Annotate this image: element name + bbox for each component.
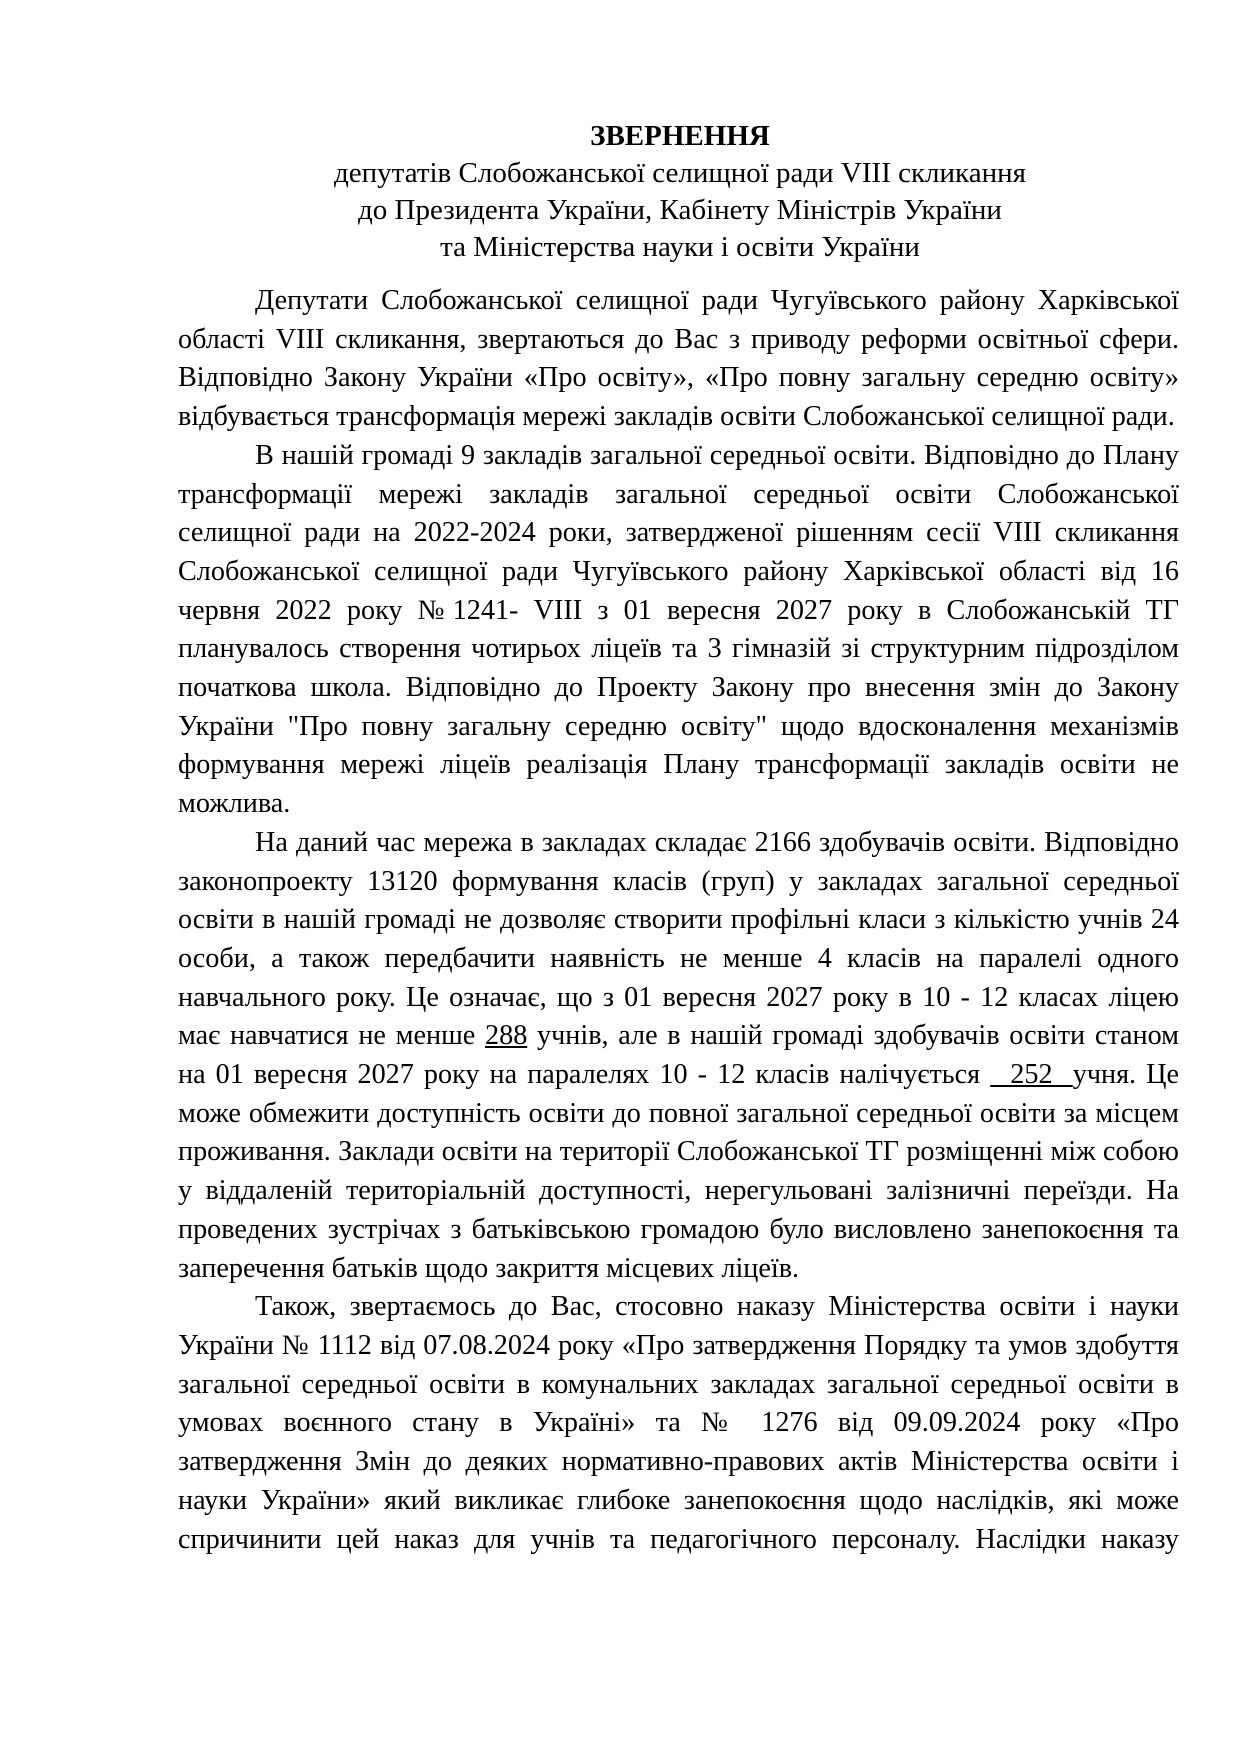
paragraph: В нашій громаді 9 закладів загальної середньої освіти. Відповідно до Плану трансформації мережі закладів загальної середньої освіти Слобожанської селищної ради на 2022-2024 роки, затвердженої рішенням сесії VIII скликання Слобожанської селищної ради Чугуївського району Харківської області від 16 червня 2022 року №1241- VIII з 01 вересня 2027 року в Слобожанській ТГ планувалось створення чотирьох ліцеїв та 3 гімназій зі структурним підрозділом початкова школа. Відповідно до Проекту Закону про внесення змін до Закону України "Про повну загальну середню освіту" щодо вдосконалення механізмів формування мережі ліцеїв реалізація Плану трансформації закладів освіти не можлива. xyxy=(178,439,1179,820)
subtitle-line: депутатів Слобожанської селищної ради VIII скликання xyxy=(334,157,1026,189)
underlined-number: 288 xyxy=(485,1020,528,1052)
document-title: ЗВЕРНЕННЯ xyxy=(590,120,770,152)
subtitle-line: до Президента України, Кабінету Міністрів України xyxy=(358,194,1002,226)
paragraph xyxy=(178,824,1179,1288)
document-header xyxy=(180,118,1180,266)
document-body xyxy=(178,282,1179,1559)
paragraph: Також, звертаємось до Вас, стосовно наказу Міністерства освіти і науки України № 1112 від 07.08.2024 року «Про затвердження Порядку та умов здобуття загальної середньої освіти в комунальних закладах загальної середньої освіти в умовах воєнного стану в Україні» та № 1276 від 09.09.2024 року «Про затвердження Змін до деяких нормативно-правових актів Міністерства освіти і науки України» який викликає глибоке занепокоєння щодо наслідків, які може спричинити цей наказ для учнів та педагогічного персоналу. Наслідки наказу xyxy=(178,1291,1179,1555)
paragraph-text: учня. Це може обмежити доступність освіти до повної загальної середньої освіти за місцем проживання. Заклади освіти на території Слобожанської ТГ розміщенні між собою у віддаленій територіальній доступності, нерегульовані залізничні переїзди. На проведених зустрічах з батьківською громадою було висловлено занепокоєння та заперечення батьків щодо закриття місцевих ліцеїв. xyxy=(178,1059,1180,1284)
paragraph-text: учнів, але в нашій громаді здобувачів освіти станом на 01 вересня 2027 року на паралелях 10 - 12 класів налічується xyxy=(178,1020,1179,1091)
paragraph-text: На даний час мережа в закладах складає 2166 здобувачів освіти. Відповідно законопроекту 13120 формування класів (груп) у закладах загальної середньої освіти в нашій громаді не дозволяє створити профільні класи з кількістю учнів 24 особи, а також передбачити наявність не менше 4 класів на паралелі одного навчального року. Це означає, що з 01 вересня 2027 року в 10 - 12 класах ліцею має навчатися не менше xyxy=(178,826,1179,1052)
subtitle-line: та Міністерства науки і освіти України xyxy=(440,231,920,263)
underlined-number: 252 xyxy=(990,1059,1073,1091)
paragraph: Депутати Слобожанської селищної ради Чугуївського району Харківської області VIII скликання, звертаються до Вас з приводу реформи освітньої сфери. Відповідно Закону України «Про освіту», «Про повну загальну середню освіту» відбувається трансформація мережі закладів освіти Слобожанської селищної ради. xyxy=(178,285,1179,433)
